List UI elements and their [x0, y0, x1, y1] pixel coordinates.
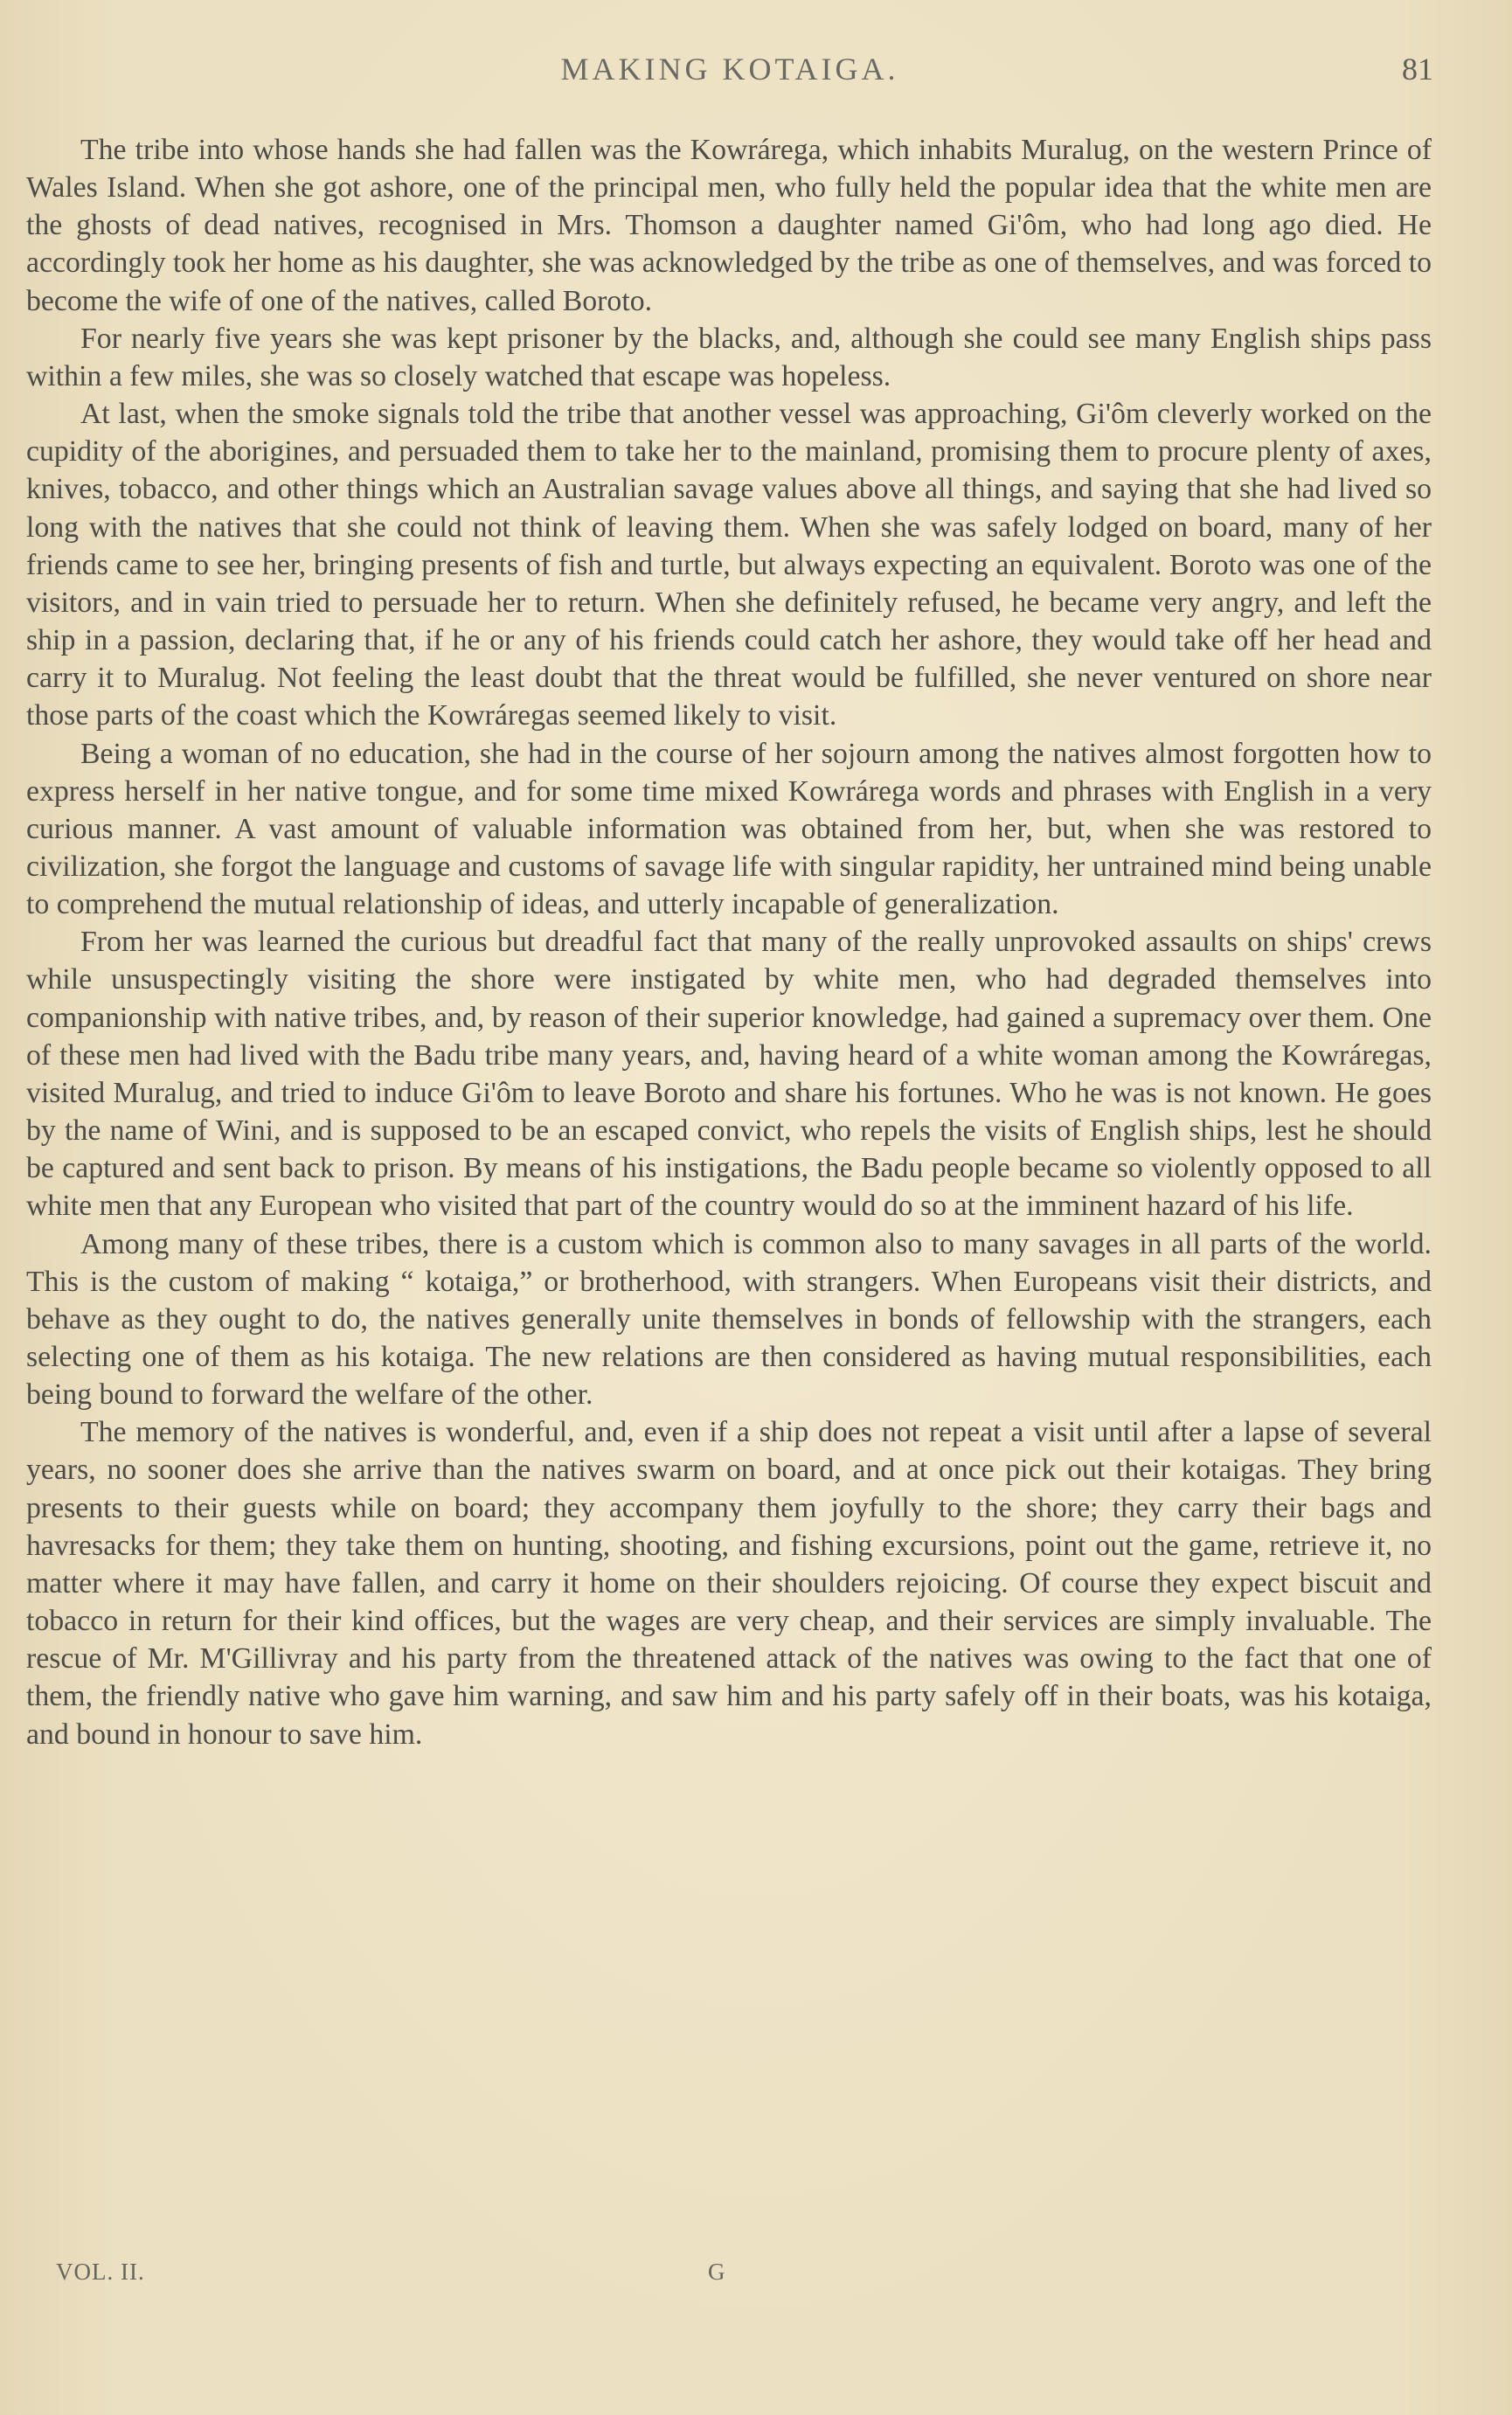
paragraph-1: The tribe into whose hands she had fallen was the Kowrárega, which inhabits Muralug, on the western Prince of Wales Island. When she got ashore, one of the principal men, who fully held the popular idea that the white men are the ghosts of dead natives, recognised in Mrs. Thomson a daughter named Gi'ôm, who had long ago died. He accordingly took her home as his daughter, she was acknowledged by the tribe as one of themselves, and was forced to become the wife of one of the natives, called Boroto. — [26, 134, 1432, 317]
paragraph-6: Among many of these tribes, there is a custom which is common also to many savages in all parts of the world. This is the custom of making “ kotaiga,” or brotherhood, with strangers. When Europeans visit their districts, and behave as they ought to do, the natives generally unite themselves in bonds of fellowship with the strangers, each selecting one of them as his kotaiga. The new relations are then considered as having mutual responsibilities, each being bound to forward the welfare of the other. — [26, 1227, 1432, 1412]
paragraph-3: At last, when the smoke signals told the tribe that another vessel was approaching, Gi'ôm cleverly worked on the cupidity of the aborigines, and persuaded them to take her to the mainland, promising them to procure plenty of axes, knives, tobacco, and other things which an Australian savage values above all things, and saying that she had lived so long with the natives that she could not think of leaving them. When she was safely lodged on board, many of her friends came to see her, bringing presents of fish and turtle, but always expecting an equivalent. Boroto was one of the visitors, and in vain tried to persuade her to return. When she definitely refused, he became very angry, and left the ship in a passion, declaring that, if he or any of his friends could catch her ashore, they would take off her head and carry it to Muralug. Not feeling the least doubt that the threat would be fulfilled, she never ventured on shore near those parts of the coast which the Kowráregas seemed likely to visit. — [26, 398, 1432, 732]
page-footer — [56, 2259, 790, 2294]
page-header — [26, 51, 1433, 103]
paragraph-2: For nearly five years she was kept prisoner by the blacks, and, although she could see many English ships pass within a few miles, she was so closely watched that escape was hopeless. — [26, 322, 1432, 392]
paragraph-4: Being a woman of no education, she had in the course of her sojourn among the natives almost forgotten how to express herself in her native tongue, and for some time mixed Kowrárega words and phrases with English in a very curious manner. A vast amount of valuable information was obtained from her, but, when she was restored to civilization, she forgot the language and customs of savage life with singular rapidity, her untrained mind being unable to comprehend the mutual relationship of ideas, and utterly incapable of generalization. — [26, 737, 1432, 921]
paragraph-7: The memory of the natives is wonderful, and, even if a ship does not repeat a visit until after a lapse of several years, no sooner does she arrive than the natives swarm on board, and at once pick out their kotaigas. They bring presents to their guests while on board; they accompany them joyfully to the shore; they carry their bags and havresacks for them; they take them on hunting, shooting, and fishing excursions, point out the game, retrieve it, no matter where it may have fallen, and carry it home on their shoulders rejoicing. Of course they expect biscuit and tobacco in return for their kind offices, but the wages are very cheap, and their services are simply invaluable. The rescue of Mr. M'Gillivray and his party from the threatened attack of the natives was owing to the fact that one of them, the friendly native who gave him warning, and saw him and his party safely off in their boats, was his kotaiga, and bound in honour to save him. — [26, 1416, 1432, 1751]
volume-label: VOL. II. — [56, 2259, 145, 2285]
body-text — [26, 131, 1432, 1753]
page-number: 81 — [1402, 52, 1433, 87]
paragraph-5: From her was learned the curious but dreadful fact that many of the really unprovoked assaults on ships' crews while unsuspectingly visiting the shore were instigated by white men, who had degraded themselves into companionship with native tribes, and, by reason of their superior knowledge, had gained a supremacy over them. One of these men had lived with the Badu tribe many years, and, having heard of a white woman among the Kowráregas, visited Muralug, and tried to induce Gi'ôm to leave Boroto and share his fortunes. Who he was is not known. He goes by the name of Wini, and is supposed to be an escaped convict, who repels the visits of English ships, lest he should be captured and sent back to prison. By means of his instigations, the Badu people became so violently opposed to all white men that any European who visited that part of the country would do so at the imminent hazard of his life. — [26, 926, 1432, 1223]
signature-mark: G — [708, 2259, 725, 2285]
running-head: MAKING KOTAIGA. — [560, 52, 899, 87]
